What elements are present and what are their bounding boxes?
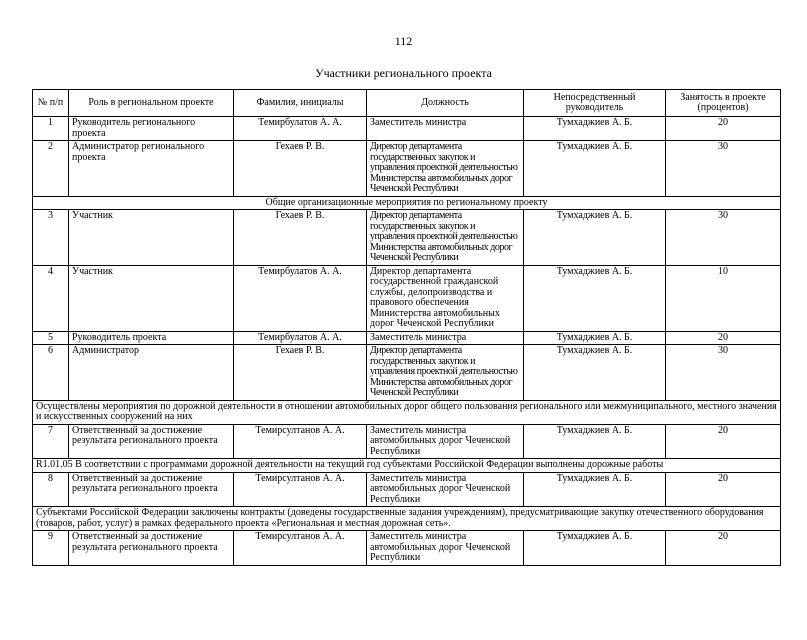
name-cell: Темирбулатов А. А. xyxy=(234,331,367,345)
participants-table xyxy=(32,89,781,566)
table-row xyxy=(33,265,781,331)
table-row xyxy=(33,345,781,401)
supervisor-cell: Тумхаджиев А. Б. xyxy=(524,531,666,566)
supervisor-cell: Тумхаджиев А. Б. xyxy=(524,331,666,345)
role-cell: Руководитель регионального проекта xyxy=(69,117,234,141)
page-number: 112 xyxy=(394,34,413,48)
section-title: Осуществлены мероприятия по дорожной деятельности в отношении автомобильных дорог общего пользования регионального или межмуниципального, местного значения и искусственных сооружений на них xyxy=(33,400,781,424)
role-cell: Руководитель проекта xyxy=(69,331,234,345)
position-cell: Директор департамента государственной гражданской службы, делопроизводства и правового обеспечения Министерства автомобильных дорог Чеченской Республики xyxy=(367,265,524,331)
supervisor-cell: Тумхаджиев А. Б. xyxy=(524,424,666,459)
table-row xyxy=(33,331,781,345)
name-cell: Темирбулатов А. А. xyxy=(234,117,367,141)
position-cell: Заместитель министра xyxy=(367,331,524,345)
table-row xyxy=(33,117,781,141)
position-cell: Директор департамента государственных закупок и управления проектной деятельностью Министерства автомобильных дорог Чеченской Республики xyxy=(367,210,524,266)
section-title: R1.01.05 В соответствии с программами дорожной деятельности на текущий год субъектами Российской Федерации выполнены дорожные работы xyxy=(33,459,781,473)
percent-cell: 10 xyxy=(666,265,781,331)
row-number: 8 xyxy=(33,472,69,507)
name-cell: Гехаев Р. В. xyxy=(234,210,367,266)
table-row xyxy=(33,141,781,197)
table-body xyxy=(33,117,781,566)
position-cell: Заместитель министра xyxy=(367,117,524,141)
section-row xyxy=(33,507,781,531)
name-cell: Гехаев Р. В. xyxy=(234,141,367,197)
supervisor-cell: Тумхаджиев А. Б. xyxy=(524,472,666,507)
row-number: 7 xyxy=(33,424,69,459)
table-row xyxy=(33,424,781,459)
row-number: 2 xyxy=(33,141,69,197)
role-cell: Ответственный за достижение результата регионального проекта xyxy=(69,472,234,507)
percent-cell: 30 xyxy=(666,345,781,401)
section-title: Общие организационные мероприятия по региональному проекту xyxy=(33,196,781,210)
name-cell: Темирбулатов А. А. xyxy=(234,265,367,331)
header-supervisor: Непосредственный руководитель xyxy=(524,90,666,117)
role-cell: Участник xyxy=(69,265,234,331)
row-number: 5 xyxy=(33,331,69,345)
section-row xyxy=(33,459,781,473)
row-number: 6 xyxy=(33,345,69,401)
table-row xyxy=(33,210,781,266)
percent-cell: 30 xyxy=(666,210,781,266)
role-cell: Ответственный за достижение результата регионального проекта xyxy=(69,531,234,566)
percent-cell: 30 xyxy=(666,141,781,197)
row-number: 1 xyxy=(33,117,69,141)
position-cell: Заместитель министра автомобильных дорог Чеченской Республики xyxy=(367,424,524,459)
section-title: Субъектами Российской Федерации заключены контракты (доведены государственные задания учреждениям), предусматривающие закупку отечественного оборудования (товаров, работ, услуг) в рамках федерального проекта «Региональная и местная дорожная сеть». xyxy=(33,507,781,531)
supervisor-cell: Тумхаджиев А. Б. xyxy=(524,265,666,331)
percent-cell: 20 xyxy=(666,472,781,507)
percent-cell: 20 xyxy=(666,331,781,345)
percent-cell: 20 xyxy=(666,117,781,141)
name-cell: Темирсултанов А. А. xyxy=(234,424,367,459)
supervisor-cell: Тумхаджиев А. Б. xyxy=(524,117,666,141)
table-row xyxy=(33,531,781,566)
header-pct: Занятость в проекте (процентов) xyxy=(666,90,781,117)
name-cell: Темирсултанов А. А. xyxy=(234,531,367,566)
name-cell: Темирсултанов А. А. xyxy=(234,472,367,507)
name-cell: Гехаев Р. В. xyxy=(234,345,367,401)
document-title: Участники регионального проекта xyxy=(315,66,492,80)
row-number: 4 xyxy=(33,265,69,331)
header-position: Должность xyxy=(367,90,524,117)
table-header-row xyxy=(33,90,781,117)
supervisor-cell: Тумхаджиев А. Б. xyxy=(524,210,666,266)
section-row xyxy=(33,196,781,210)
position-cell: Заместитель министра автомобильных дорог Чеченской Республики xyxy=(367,472,524,507)
row-number: 9 xyxy=(33,531,69,566)
role-cell: Администратор xyxy=(69,345,234,401)
percent-cell: 20 xyxy=(666,531,781,566)
position-cell: Директор департамента государственных закупок и управления проектной деятельностью Министерства автомобильных дорог Чеченской Республики xyxy=(367,345,524,401)
role-cell: Участник xyxy=(69,210,234,266)
supervisor-cell: Тумхаджиев А. Б. xyxy=(524,345,666,401)
role-cell: Администратор регионального проекта xyxy=(69,141,234,197)
section-row xyxy=(33,400,781,424)
position-cell: Директор департамента государственных закупок и управления проектной деятельностью Министерства автомобильных дорог Чеченской Республики xyxy=(367,141,524,197)
table-row xyxy=(33,472,781,507)
header-role: Роль в региональном проекте xyxy=(69,90,234,117)
position-cell: Заместитель министра автомобильных дорог Чеченской Республики xyxy=(367,531,524,566)
header-name: Фамилия, инициалы xyxy=(234,90,367,117)
role-cell: Ответственный за достижение результата регионального проекта xyxy=(69,424,234,459)
supervisor-cell: Тумхаджиев А. Б. xyxy=(524,141,666,197)
row-number: 3 xyxy=(33,210,69,266)
header-num: № п/п xyxy=(33,90,69,117)
percent-cell: 20 xyxy=(666,424,781,459)
